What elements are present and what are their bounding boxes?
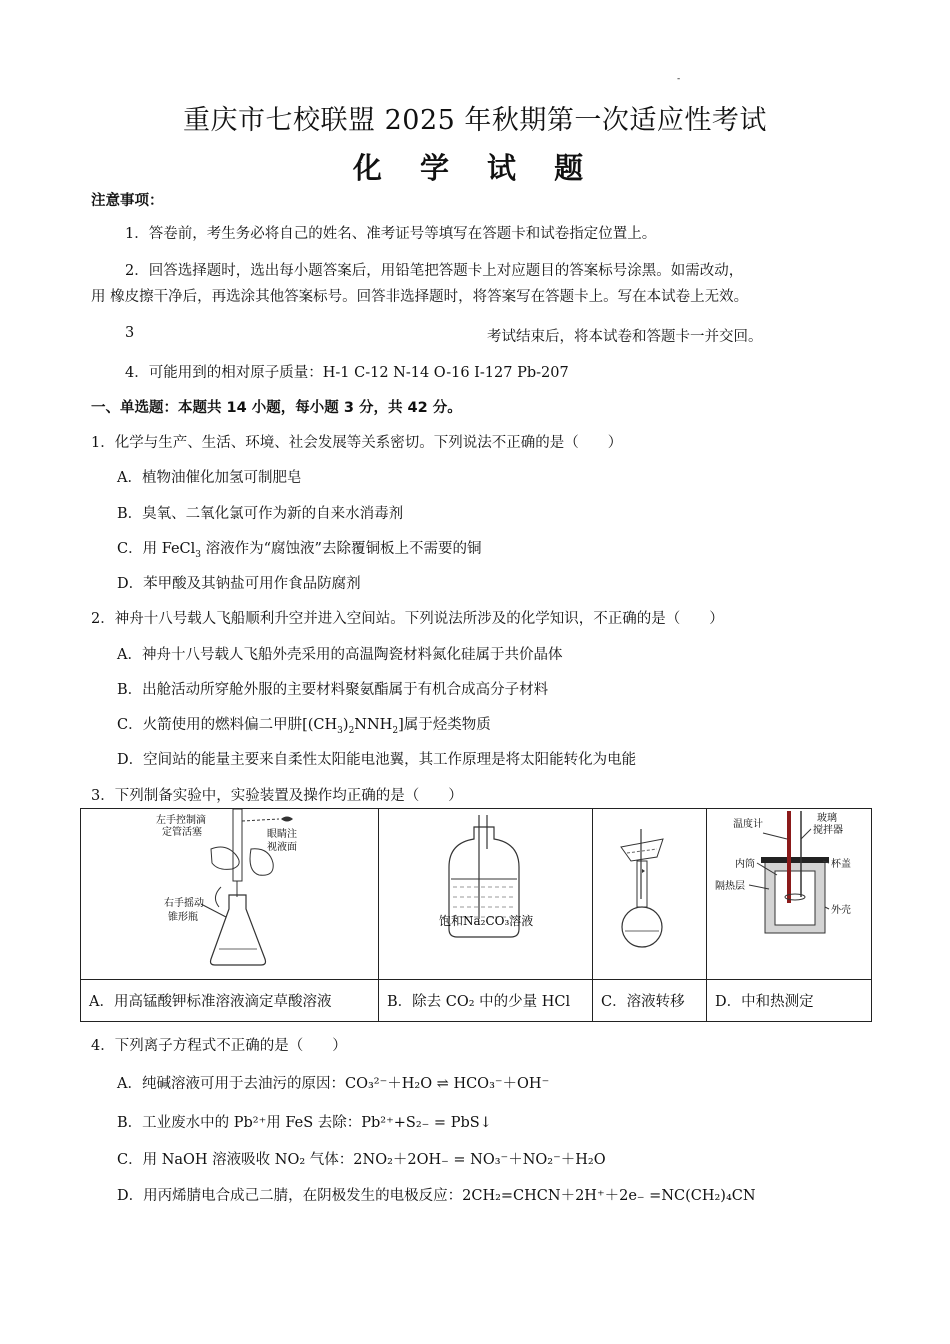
titration-apparatus-figure — [81, 809, 378, 979]
conical-flask — [211, 895, 266, 965]
notice-item-1: 1．答卷前，考生务必将自己的姓名、准考证号等填写在答题卡和试卷指定位置上。 — [125, 226, 657, 242]
notice-item-3-number: 3 — [125, 325, 135, 341]
exam-subtitle: 化 学 试 题 — [352, 151, 598, 185]
q2-option-c: C．火箭使用的燃料偏二甲肼$[(CH_3)_2NNH_2]$属于烃类物质 — [117, 717, 491, 736]
label-shell: 外壳 — [831, 905, 851, 916]
q3-option-b: B．除去 CO₂ 中的少量 HCl — [379, 980, 593, 1022]
eye-icon — [281, 817, 293, 822]
q3-figure-a-cell — [81, 809, 379, 980]
q1-option-c: C．用 FeCl$_3$ 溶液作为“腐蚀液”去除覆铜板上不需要的铜 — [117, 541, 482, 560]
label-stirrer-1: 玻璃 — [817, 813, 837, 824]
q4-option-c: C．用 NaOH 溶液吸收 NO₂ 气体：2NO₂＋2OH₋ = NO₃⁻＋NO₂⁻＋H₂O — [117, 1152, 606, 1168]
label-pointer — [201, 904, 226, 917]
q4-option-a: A．纯碱溶液可用于去油污的原因：CO₃²⁻＋H₂O ⇌ HCO₃⁻＋OH⁻ — [117, 1076, 550, 1092]
hand-wrist — [215, 887, 221, 907]
q1-option-d: D．苯甲酸及其钠盐可用作食品防腐剂 — [117, 576, 361, 592]
q3-stem: 3．下列制备实验中，实验装置及操作均正确的是（ ） — [91, 788, 463, 804]
label-thermometer: 温度计 — [733, 819, 763, 830]
q4-option-b: B．工业废水中的 Pb²⁺用 FeS 去除：Pb²⁺+S₂₋ = PbS↓ — [117, 1115, 492, 1131]
q3-option-c: C．溶液转移 — [593, 980, 707, 1022]
left-hand-icon — [211, 847, 239, 869]
label-lid: 杯盖 — [831, 859, 851, 870]
q1-stem: 1．化学与生产、生活、环境、社会发展等关系密切。下列说法不正确的是（ ） — [91, 435, 623, 451]
label-left-hand-2: 定管活塞 — [162, 827, 202, 838]
label-eye-2: 视液面 — [267, 842, 297, 853]
flask-bulb — [622, 907, 662, 947]
bottle-label: 饱和Na₂CO₃溶液 — [439, 914, 534, 928]
inner-cup — [775, 871, 815, 925]
label-eye-1: 眼睛注 — [267, 829, 297, 840]
q3-option-a: A．用高锰酸钾标准溶液滴定草酸溶液 — [81, 980, 379, 1022]
notice-heading: 注意事项： — [91, 193, 164, 209]
shell-pointer — [825, 907, 829, 909]
thermometer-pointer — [763, 833, 787, 839]
beaker — [621, 839, 663, 861]
sight-line — [242, 819, 279, 821]
header-mark: - — [677, 74, 681, 84]
q4-option-d: D．用丙烯腈电合成己二腈，在阴极发生的电极反应：2CH₂=CHCN＋2H⁺＋2e₋ =NC(CH₂)₄CN — [117, 1188, 756, 1204]
q1-option-a: A．植物油催化加氢可制肥皂 — [117, 470, 302, 486]
q3-option-d: D．中和热测定 — [707, 980, 872, 1022]
q3-figure-d-cell — [707, 809, 872, 980]
label-left-hand-1: 左手控制滴 — [156, 815, 206, 826]
beaker-liquid — [627, 849, 657, 853]
notice-item-2-line-2: 用 橡皮擦干净后，再选涂其他答案标号。回答非选择题时，将答案写在答题卡上。写在本试卷上无效。 — [91, 289, 749, 305]
q2-option-d: D．空间站的能量主要来自柔性太阳能电池翼，其工作原理是将太阳能转化为电能 — [117, 752, 637, 768]
label-inner: 内筒 — [735, 859, 755, 870]
label-right-hand-2: 锥形瓶 — [168, 912, 198, 923]
q4-stem: 4．下列离子方程式不正确的是（ ） — [91, 1038, 347, 1054]
calorimeter-figure — [707, 809, 871, 979]
notice-item-2-line-1: 2．回答选择题时，选出每小题答案后，用铅笔把答题卡上对应题目的答案标号涂黑。如需改动， — [125, 263, 744, 279]
section-heading: 一、单选题：本题共 14 小题，每小题 3 分，共 42 分。 — [91, 400, 462, 416]
label-right-hand-1: 右手摇动 — [164, 898, 204, 909]
notice-item-4: 4．可能用到的相对原子质量：H-1 C-12 N-14 O-16 I-127 Pb-207 — [125, 365, 569, 381]
q2-option-b: B．出舱活动所穿舱外服的主要材料聚氨酯属于有机合成高分子材料 — [117, 682, 549, 698]
notice-item-3-text: 考试结束后，将本试卷和答题卡一并交回。 — [487, 329, 763, 345]
volumetric-flask-figure — [593, 809, 706, 979]
q3-figure-b-cell — [379, 809, 593, 980]
burette — [233, 809, 242, 881]
exam-title: 重庆市七校联盟 2025 年秋期第一次适应性考试 — [183, 105, 767, 136]
gas-washing-bottle-figure — [379, 809, 592, 979]
cup-lid — [761, 857, 829, 863]
stirrer-pointer — [801, 829, 811, 839]
thermometer — [787, 811, 791, 903]
flask-neck — [637, 861, 647, 907]
flow-arrow-icon — [642, 869, 645, 873]
label-stirrer-2: 搅拌器 — [813, 825, 843, 836]
q3-figure-c-cell — [593, 809, 707, 980]
q2-stem: 2．神舟十八号载人飞船顺利升空并进入空间站。下列说法所涉及的化学知识，不正确的是（ ） — [91, 611, 724, 627]
q3-figure-table — [80, 808, 872, 1022]
label-insulation: 隔热层 — [715, 881, 745, 892]
q1-option-b: B．臭氧、二氧化氯可作为新的自来水消毒剂 — [117, 506, 404, 522]
q2-option-a: A．神舟十八号载人飞船外壳采用的高温陶瓷材料氮化硅属于共价晶体 — [117, 647, 563, 663]
